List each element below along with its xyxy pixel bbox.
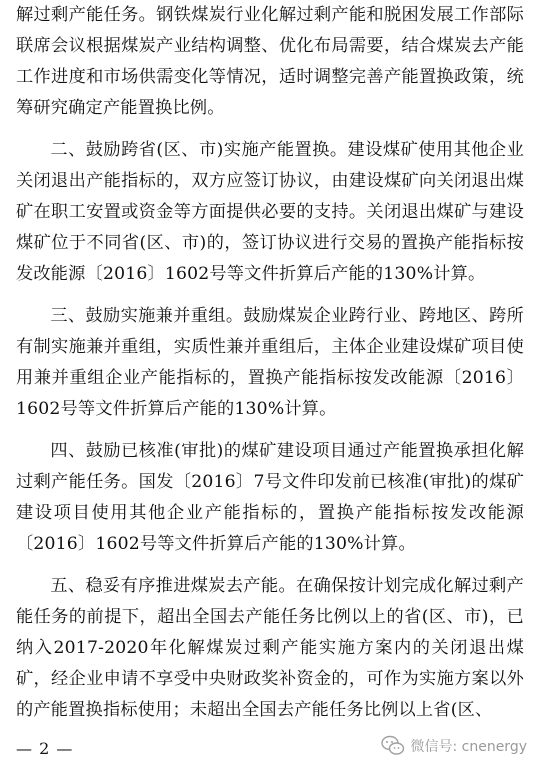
wechat-icon xyxy=(381,735,405,757)
paragraph-item-2: 二、鼓励跨省(区、市)实施产能置换。建设煤矿使用其他企业关闭退出产能指标的，双方应签订协议，由建设煤矿向关闭退出煤矿在职工安置或资金等方面提供必要的支持。关闭退出煤矿与建设煤矿位于不同省(区、市)的，签订协议进行交易的置换产能指标按发改能源〔2016〕1602号等文件折算后产能的130%计算。 xyxy=(16,140,524,284)
page-footer xyxy=(0,735,537,766)
wechat-watermark xyxy=(381,735,527,757)
paragraph-item-4: 四、鼓励已核准(审批)的煤矿建设项目通过产能置换承担化解过剩产能任务。国发〔2016〕7号文件印发前已核准(审批)的煤矿建设项目使用其他企业产能指标的，置换产能指标按发改能源〔2016〕1602号等文件折算后产能的130%计算。 xyxy=(16,441,524,554)
document-body xyxy=(16,0,524,726)
paragraph-intro: 解过剩产能任务。钢铁煤炭行业化解过剩产能和脱困发展工作部际联席会议根据煤炭产业结构调整、优化布局需要，结合煤炭去产能工作进度和市场供需变化等情况，适时调整完善产能置换政策，统筹研究确定产能置换比例。 xyxy=(16,5,524,118)
paragraph-item-5: 五、稳妥有序推进煤炭去产能。在确保按计划完成化解过剩产能任务的前提下，超出全国去产能任务比例以上的省(区、市)，已纳入2017-2020年化解煤炭过剩产能实施方案内的关闭退出煤矿，经企业申请不享受中央财政奖补资金的，可作为实施方案以外的产能置换指标使用；未超出全国去产能任务比例以上省(区、 xyxy=(16,576,524,720)
watermark-text: 微信号: cnenergy xyxy=(410,739,527,755)
page-number: — 2 — xyxy=(16,739,74,758)
paragraph-item-3: 三、鼓励实施兼并重组。鼓励煤炭企业跨行业、跨地区、跨所有制实施兼并重组，实质性兼并重组后，主体企业建设煤矿项目使用兼并重组企业产能指标的，置换产能指标按发改能源〔2016〕1602号等文件折算后产能的130%计算。 xyxy=(16,306,524,419)
